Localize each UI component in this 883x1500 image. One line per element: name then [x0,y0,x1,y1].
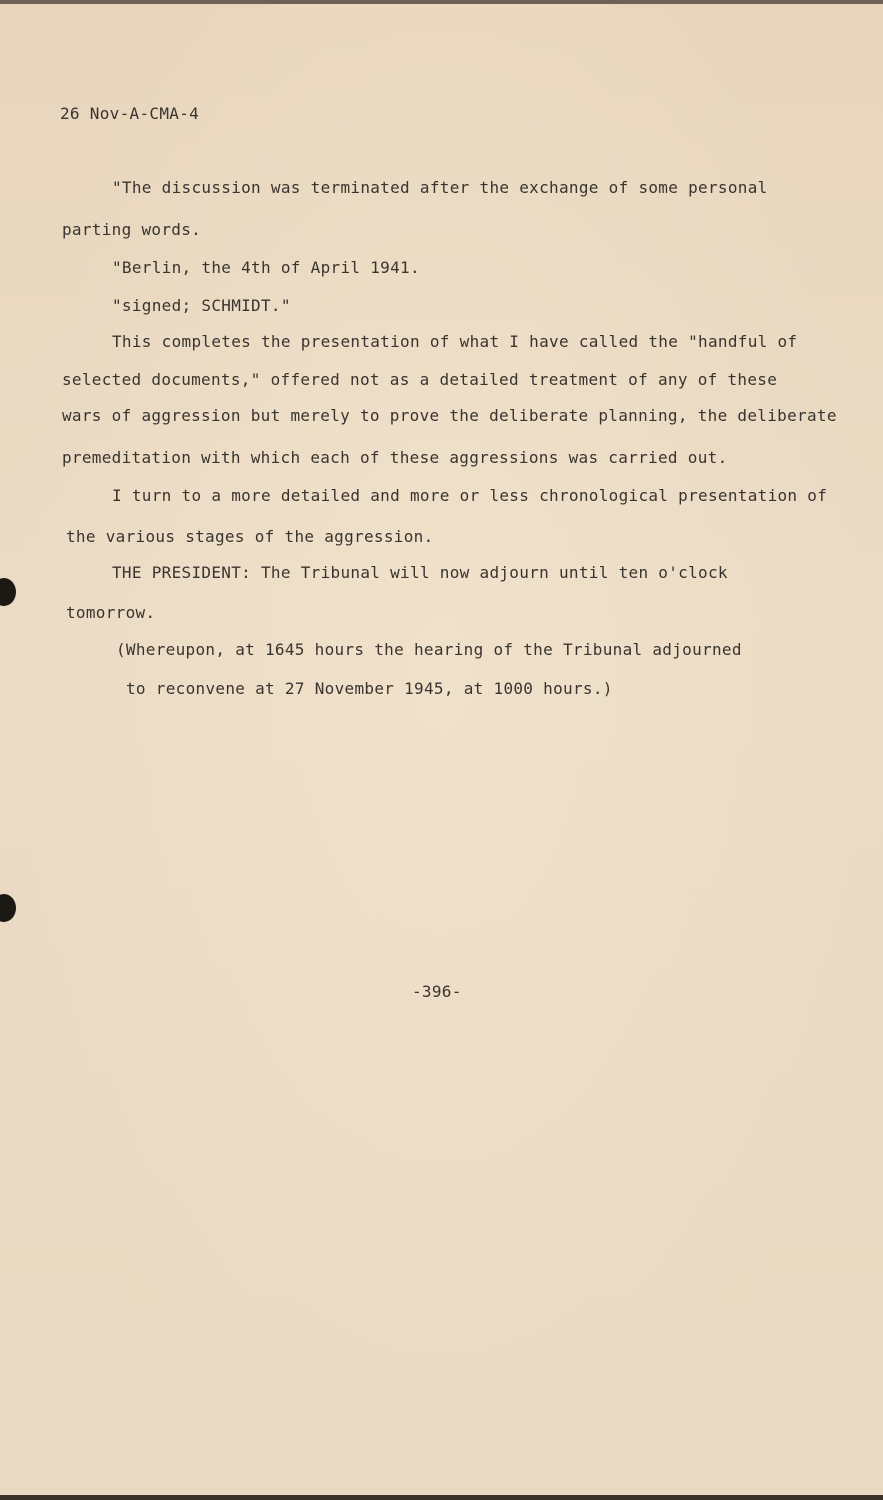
text-line: "signed; SCHMIDT." [112,296,291,315]
punch-hole-upper [0,578,16,606]
punch-hole-lower [0,894,16,922]
text-line: the various stages of the aggression. [66,527,434,546]
page-bottom-edge [0,1495,883,1500]
page-top-edge [0,0,883,4]
text-line: This completes the presentation of what I have called the "handful of [112,332,798,351]
text-line: THE PRESIDENT: The Tribunal will now adjourn until ten o'clock [112,563,728,582]
page-number: -396- [412,982,462,1001]
text-line: tomorrow. [66,603,156,622]
text-line: to reconvene at 27 November 1945, at 1000 hours.) [126,679,613,698]
document-id: 26 Nov-A-CMA-4 [60,104,200,123]
text-line: "Berlin, the 4th of April 1941. [112,258,420,277]
text-line: parting words. [62,220,202,239]
text-line: (Whereupon, at 1645 hours the hearing of the Tribunal adjourned [116,640,742,659]
text-line: "The discussion was terminated after the exchange of some personal [112,178,768,197]
text-line: I turn to a more detailed and more or less chronological presentation of [112,486,828,505]
text-line: wars of aggression but merely to prove the deliberate planning, the deliberate [62,406,837,425]
text-line: selected documents," offered not as a detailed treatment of any of these [62,370,778,389]
text-line: premeditation with which each of these aggressions was carried out. [62,448,728,467]
